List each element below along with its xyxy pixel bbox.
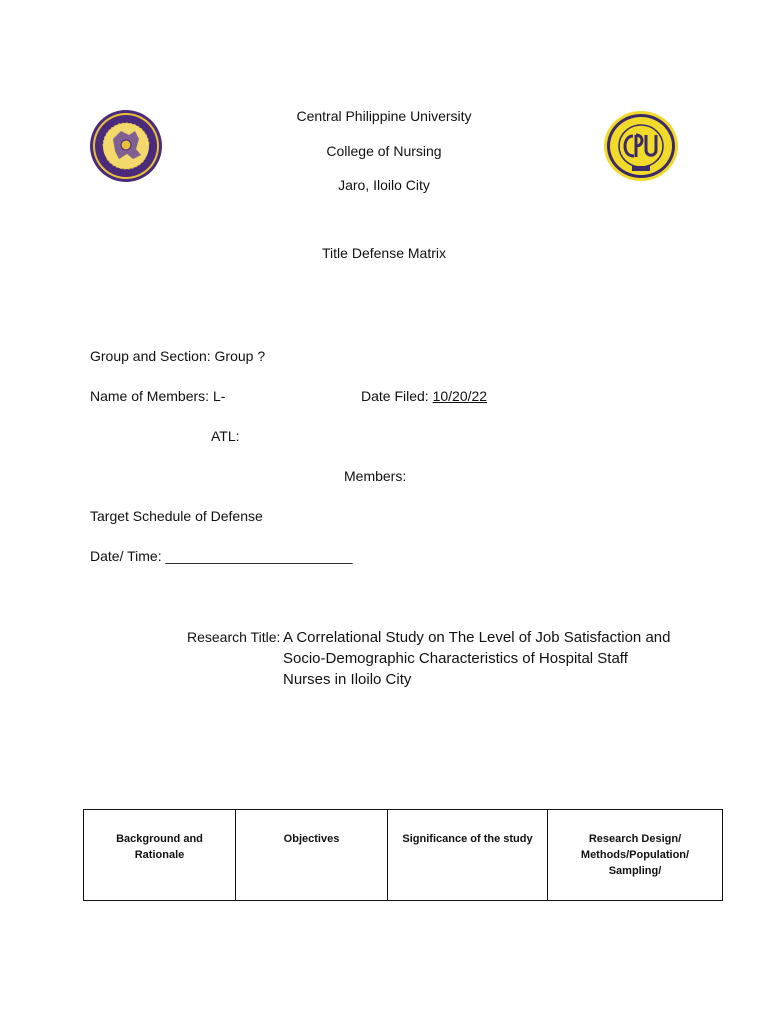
date-time-field: [90, 548, 352, 564]
group-section-label: Group and Section:: [90, 348, 211, 364]
header-objectives: [236, 810, 388, 901]
header-significance: [388, 810, 548, 901]
header-line: Rationale: [134, 849, 185, 861]
members-name-label: Name of Members:: [90, 388, 210, 404]
research-title-line: A Correlational Study on The Level of Job Satisfaction and: [283, 629, 671, 646]
atl-label: ATL:: [211, 428, 240, 444]
target-schedule-label: Target Schedule of Defense: [90, 508, 263, 524]
date-time-label: Date/ Time:: [90, 548, 162, 564]
date-time-blank: ________________________: [165, 548, 353, 564]
members-name-value: L-: [212, 388, 226, 404]
date-filed-field: [361, 388, 487, 404]
header-line: Research Design/: [588, 833, 682, 845]
group-section-field: [90, 348, 265, 364]
table-header-row: [84, 810, 723, 901]
members-label: Members:: [344, 468, 407, 484]
date-filed-label: Date Filed:: [361, 388, 429, 404]
header-line: Objectives: [283, 833, 340, 845]
header-research-design: [548, 810, 723, 901]
research-title-label: Research Title:: [187, 629, 281, 645]
location: Jaro, Iloilo City: [338, 177, 430, 193]
header-line: Sampling/: [608, 865, 662, 877]
title-defense-matrix-table: [83, 809, 723, 901]
research-title-line: Nurses in Iloilo City: [283, 671, 412, 688]
members-name-field: [90, 388, 225, 404]
university-name: Central Philippine University: [296, 108, 472, 124]
header-line: Significance of the study: [402, 833, 533, 845]
document-title: Title Defense Matrix: [322, 245, 446, 261]
research-title-line: Socio-Demographic Characteristics of Hospital Staff: [283, 650, 628, 667]
research-title-value: [283, 627, 683, 690]
header-background-rationale: [84, 810, 236, 901]
group-section-value: Group ?: [214, 348, 266, 364]
date-filed-value: 10/20/22: [432, 388, 488, 404]
college-name: College of Nursing: [326, 143, 442, 159]
header-line: Background and: [116, 833, 203, 845]
header-line: Methods/Population/: [580, 849, 690, 861]
